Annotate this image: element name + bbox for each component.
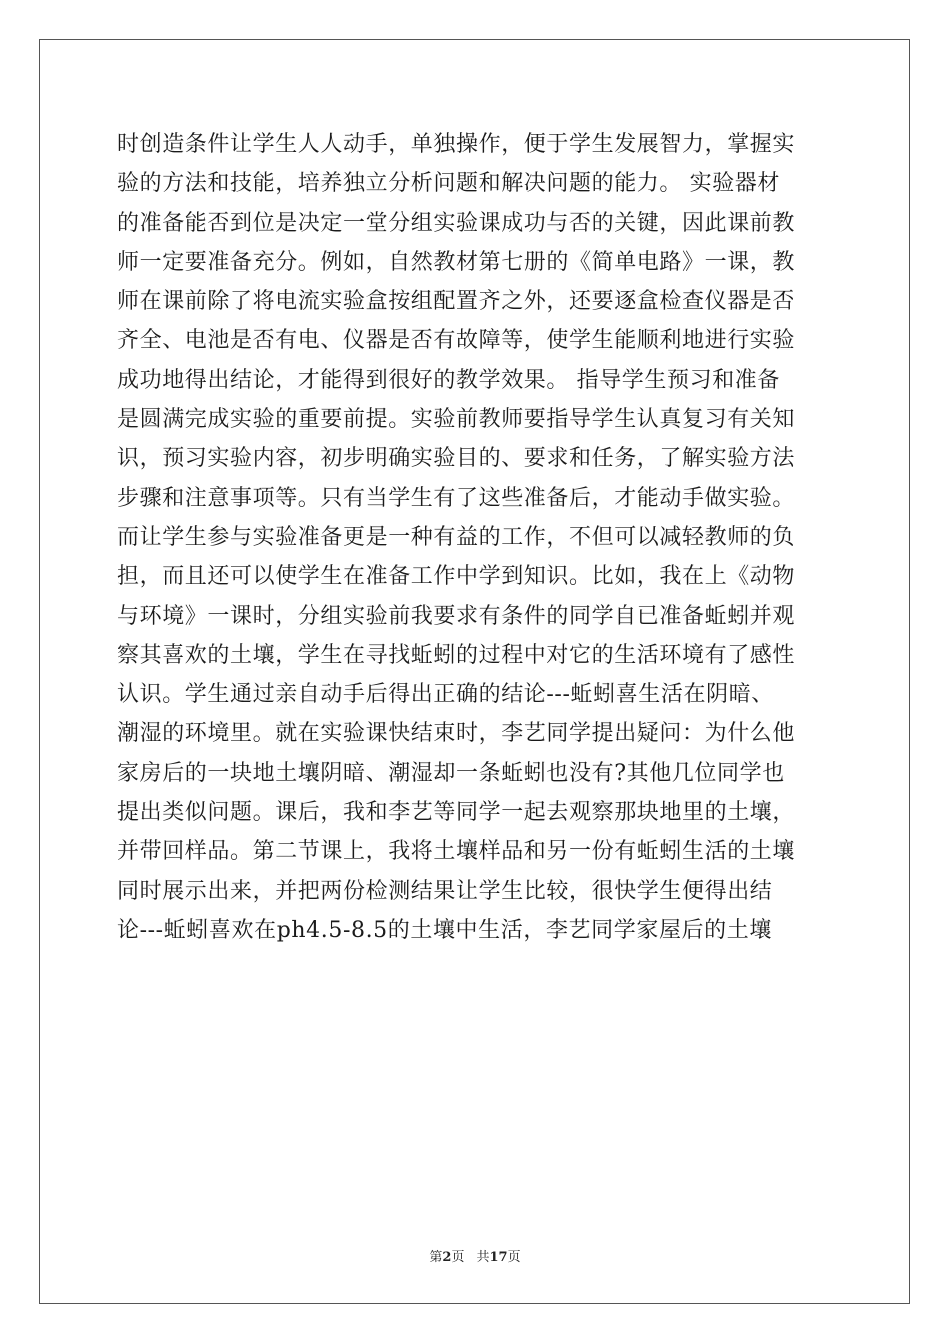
text-line: 与环境》一课时，分组实验前我要求有条件的同学自已准备蚯蚓并观 [117,603,796,629]
text-line: 识，预习实验内容，初步明确实验目的、要求和任务，了解实验方法 [117,446,796,472]
total-prefix: 共 [476,1250,490,1265]
document-body [117,125,833,950]
text-line: 的准备能否到位是决定一堂分组实验课成功与否的关键，因此课前教 [117,210,796,236]
text-line: 认识。学生通过亲自动手后得出正确的结论---蚯蚓喜生活在阴暗、 [117,682,774,708]
text-line: 齐全、电池是否有电、仪器是否有故障等，使学生能顺利地进行实验 [117,328,796,354]
text-line: 担，而且还可以使学生在准备工作中学到知识。比如，我在上《动物 [117,564,796,590]
total-suffix: 页 [507,1250,521,1265]
text-line: 家房后的一块地土壤阴暗、潮湿却一条蚯蚓也没有?其他几位同学也 [117,760,785,786]
text-line: 并带回样品。第二节课上，我将土壤样品和另一份有蚯蚓生活的土壤 [117,839,796,865]
text-line: 步骤和注意事项等。只有当学生有了这些准备后，才能动手做实验。 [117,485,796,511]
page-suffix: 页 [451,1250,465,1265]
text-line: 成功地得出结论，才能得到很好的教学效果。 指导学生预习和准备 [117,367,780,393]
text-line: 同时展示出来，并把两份检测结果让学生比较，很快学生便得出结 [117,878,773,904]
page-footer [0,1246,950,1265]
total-page-count: 17 [489,1250,508,1265]
text-line: 提出类似问题。课后，我和李艺等同学一起去观察那块地里的土壤， [117,800,796,826]
page-prefix: 第 [429,1250,443,1265]
text-line: 而让学生参与实验准备更是一种有益的工作，不但可以减轻教师的负 [117,524,796,550]
text-line: 时创造条件让学生人人动手，单独操作，便于学生发展智力，掌握实 [117,132,796,157]
text-line: 师一定要准备充分。例如，自然教材第七册的《简单电路》一课，教 [117,249,796,275]
text-line: 潮湿的环境里。就在实验课快结束时，李艺同学提出疑问：为什么他 [117,721,796,747]
text-line: 验的方法和技能，培养独立分析问题和解决问题的能力。 实验器材 [117,171,780,197]
text-line: 论---蚯蚓喜欢在ph4.5-8.5的土壤中生活，李艺同学家屋后的土壤 [117,917,772,943]
text-line: 是圆满完成实验的重要前提。实验前教师要指导学生认真复习有关知 [117,407,796,433]
current-page-number: 2 [442,1250,452,1265]
text-line: 察其喜欢的土壤，学生在寻找蚯蚓的过程中对它的生活环境有了感性 [117,642,796,668]
text-line: 师在课前除了将电流实验盒按组配置齐之外，还要逐盒检查仪器是否 [117,289,796,315]
